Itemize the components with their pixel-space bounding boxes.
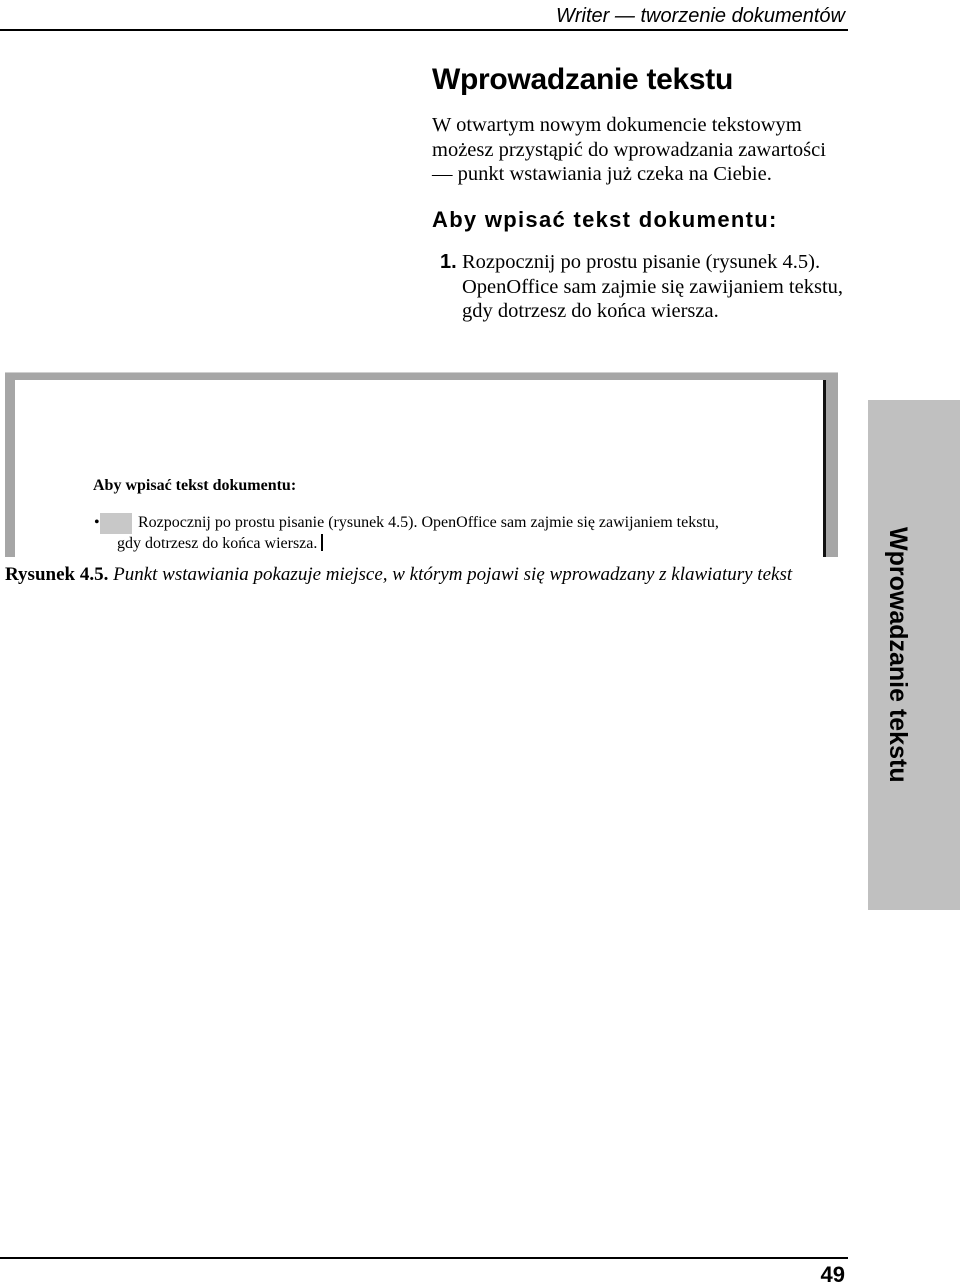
- caption-text: Punkt wstawiania pokazuje miejsce, w którym pojawi się wprowadzany z klawiatury tekst: [113, 564, 793, 585]
- header-rule: [0, 29, 848, 31]
- caption-label: Rysunek 4.5.: [5, 564, 109, 585]
- step-number: 1.: [440, 251, 457, 273]
- intro-paragraph: [432, 113, 826, 187]
- intro-line: możesz przystąpić do wprowadzania zawartości: [432, 138, 826, 161]
- intro-line: W otwartym nowym dokumencie tekstowym: [432, 114, 802, 136]
- field-shading: [100, 513, 132, 534]
- step-text: [462, 250, 843, 324]
- page-shadow: [823, 380, 826, 557]
- section-title: Wprowadzanie tekstu: [432, 63, 734, 96]
- chapter-side-tab: [868, 400, 960, 910]
- footer-rule: [0, 1257, 848, 1259]
- procedure-title: Aby wpisać tekst dokumentu:: [432, 207, 778, 232]
- screenshot-heading: Aby wpisać tekst dokumentu:: [93, 477, 297, 494]
- figure-caption: [5, 563, 792, 587]
- running-header-title: Writer — tworzenie dokumentów: [556, 5, 845, 27]
- step-line: gdy dotrzesz do końca wiersza.: [462, 300, 719, 322]
- page-number: 49: [820, 1262, 845, 1287]
- side-tab-label: Wprowadzanie tekstu: [884, 527, 912, 783]
- screenshot-text-line: Rozpocznij po prostu pisanie (rysunek 4.5). OpenOffice sam zajmie się zawijaniem tekstu,: [138, 514, 719, 531]
- step-line: Rozpocznij po prostu pisanie (rysunek 4.5).: [462, 251, 821, 273]
- screenshot-text-line-content: gdy dotrzesz do końca wiersza.: [117, 535, 318, 552]
- bullet-icon: •: [94, 514, 100, 531]
- step-line: OpenOffice sam zajmie się zawijaniem tekstu,: [462, 275, 844, 298]
- screenshot-text-line: [117, 534, 323, 554]
- intro-line: — punkt wstawiania już czeka na Ciebie.: [432, 163, 772, 185]
- figure-screenshot: [5, 372, 838, 557]
- text-cursor: [321, 534, 323, 551]
